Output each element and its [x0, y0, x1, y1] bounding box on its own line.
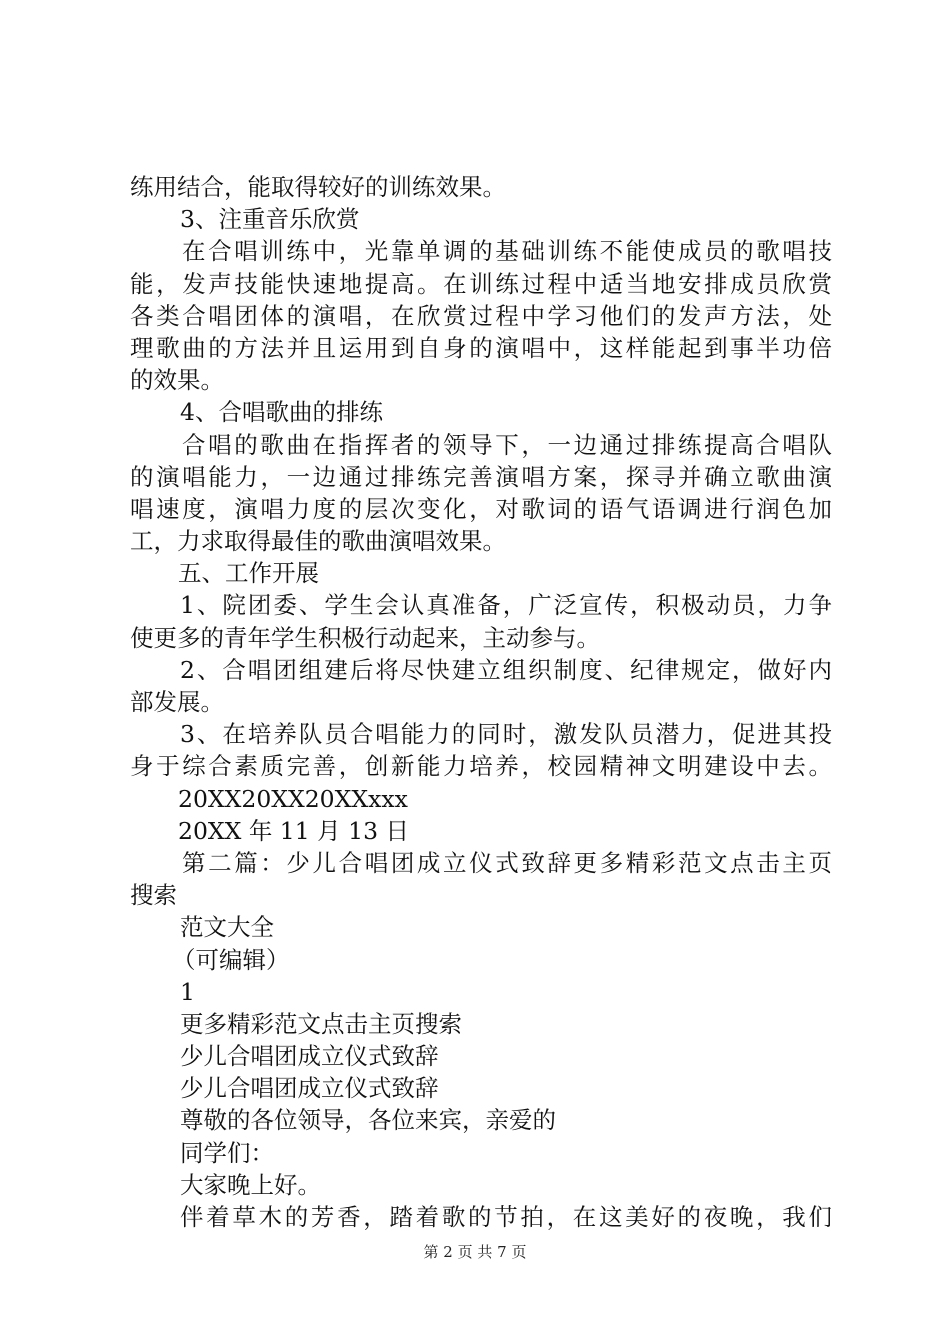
text-line: 少儿合唱团成立仪式致辞: [180, 1074, 439, 1103]
text-line: 的演唱能力，一边通过排练完善演唱方案，探寻并确立歌曲演: [130, 462, 832, 491]
text-line: 3、注重音乐欣赏: [180, 205, 360, 234]
text-line: 20XX 年 11 月 13 日: [178, 816, 410, 845]
text-line: （可编辑）: [172, 945, 290, 974]
text-line: 使更多的青年学生积极行动起来，主动参与。: [130, 623, 600, 652]
text-line: 各类合唱团体的演唱，在欣赏过程中学习他们的发声方法，处: [130, 301, 832, 330]
text-line: 理歌曲的方法并且运用到自身的演唱中，这样能起到事半功倍: [130, 333, 832, 362]
text-line: 4、合唱歌曲的排练: [180, 398, 383, 427]
text-line: 3、在培养队员合唱能力的同时，激发队员潜力，促进其投: [180, 720, 832, 749]
text-line: 身于综合素质完善，创新能力培养，校园精神文明建设中去。: [130, 752, 832, 781]
text-line: 部发展。: [130, 688, 224, 716]
text-line: 五、工作开展: [178, 559, 319, 588]
text-line: 更多精彩范文点击主页搜索: [180, 1009, 462, 1038]
text-line: 第二篇：少儿合唱团成立仪式致辞更多精彩范文点击主页: [182, 848, 832, 877]
text-line: 2、合唱团组建后将尽快建立组织制度、纪律规定，做好内: [180, 655, 832, 684]
text-line: 在合唱训练中，光靠单调的基础训练不能使成员的歌唱技: [182, 237, 832, 266]
text-line: 20XX20XX20XXxxx: [178, 784, 408, 813]
text-line: 能，发声技能快速地提高。在训练过程中适当地安排成员欣赏: [130, 269, 832, 298]
text-line: 范文大全: [180, 913, 274, 942]
text-line: 搜索: [130, 881, 177, 910]
text-line: 的效果。: [130, 366, 224, 395]
text-line: 伴着草木的芳香，踏着歌的节拍，在这美好的夜晚，我们: [180, 1203, 832, 1231]
text-line: 少儿合唱团成立仪式致辞: [180, 1042, 439, 1071]
text-line: 同学们：: [180, 1138, 274, 1167]
document-body: [130, 171, 832, 1233]
text-line: 练用结合，能取得较好的训练效果。: [130, 173, 506, 201]
text-line: 唱速度，演唱力度的层次变化，对歌词的语气语调进行润色加: [130, 494, 832, 523]
page-footer: 第 2 页 共 7 页: [423, 1243, 527, 1261]
text-line: 尊敬的各位领导，各位来宾，亲爱的: [180, 1106, 556, 1135]
text-line: 1、院团委、学生会认真准备，广泛宣传，积极动员，力争: [180, 591, 832, 620]
text-line: 1: [180, 977, 195, 1006]
text-line: 合唱的歌曲在指挥者的领导下，一边通过排练提高合唱队: [182, 430, 832, 459]
text-line: 大家晚上好。: [180, 1170, 321, 1199]
text-line: 工，力求取得最佳的歌曲演唱效果。: [130, 527, 506, 556]
